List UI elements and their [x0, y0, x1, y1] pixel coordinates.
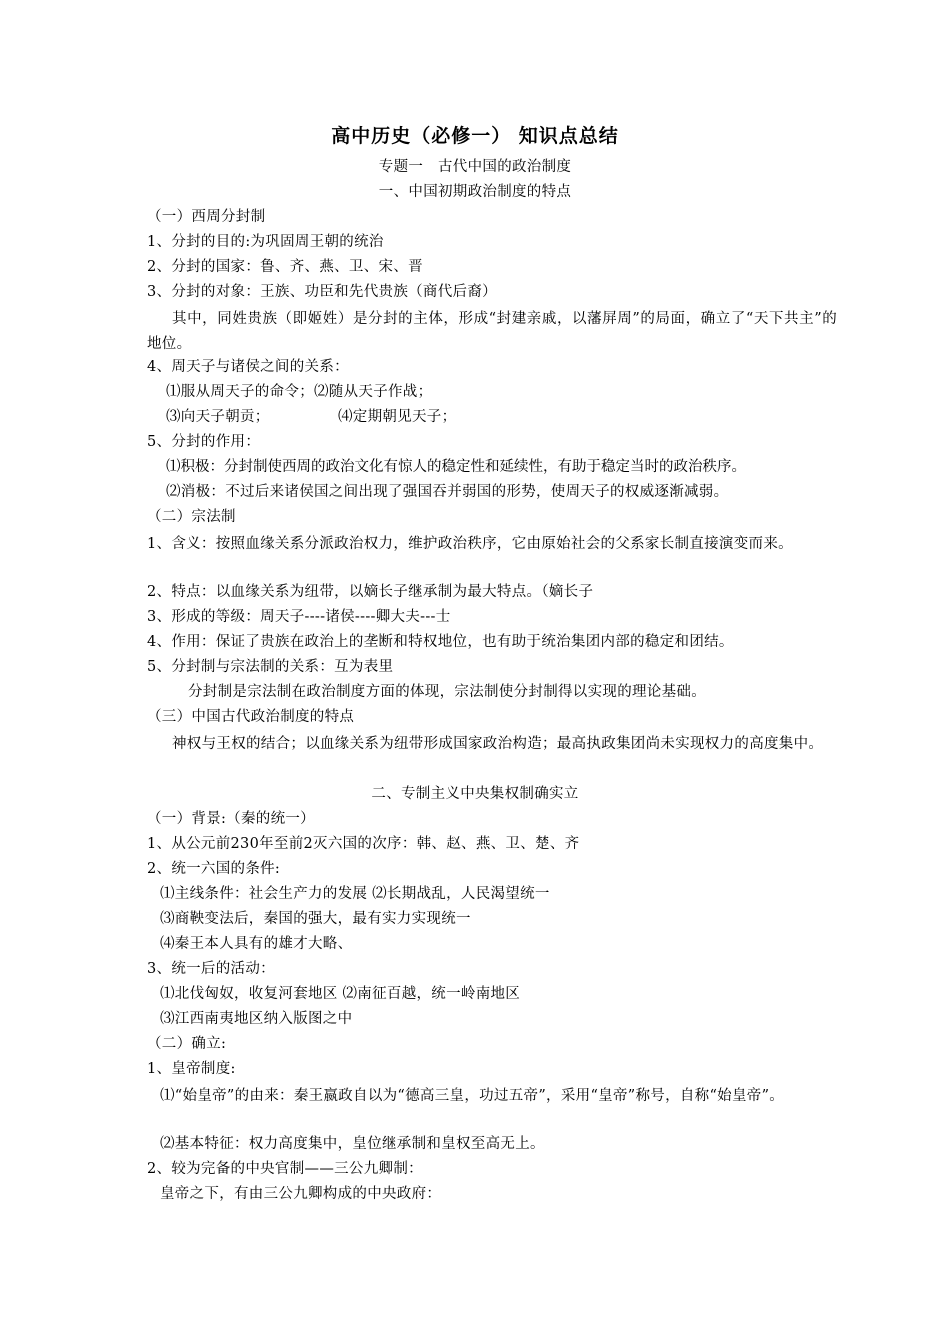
- paragraph: 其中，同姓贵族（即姬姓）是分封的主体，形成“封建亲戚，以藩屏周”的局面，确立了“天下共主”的地位。: [147, 311, 837, 352]
- subsection-heading: （二）确立:: [147, 1036, 227, 1052]
- list-item: 5、分封的作用：: [147, 434, 261, 450]
- paragraph: 分封制是宗法制在政治制度方面的体现，宗法制使分封制得以实现的理论基础。: [188, 684, 706, 700]
- section-heading-1: 一、中国初期政治制度的特点: [378, 184, 572, 200]
- subsection-heading: （一）西周分封制: [147, 209, 266, 225]
- list-item: 5、分封制与宗法制的关系：互为表里: [147, 659, 394, 675]
- chapter-subtitle: 专题一 古代中国的政治制度: [378, 159, 572, 175]
- list-subitem: ⑶江西南夷地区纳入版图之中: [160, 1011, 353, 1027]
- list-subitem: ⑴主线条件：社会生产力的发展 ⑵长期战乱，人民渴望统一: [160, 886, 550, 902]
- list-item: 2、分封的国家：鲁、齐、燕、卫、宋、晋: [147, 259, 423, 275]
- subsection-heading: （二）宗法制: [147, 509, 236, 525]
- list-item: 4、作用：保证了贵族在政治上的垄断和特权地位，也有助于统治集团内部的稳定和团结。: [147, 634, 734, 650]
- list-item: 1、从公元前230年至前2灭六国的次序：韩、赵、燕、卫、楚、齐: [147, 836, 580, 852]
- paragraph: 皇帝之下，有由三公九卿构成的中央政府：: [160, 1186, 442, 1202]
- list-subitem: ⑴北伐匈奴，收复河套地区 ⑵南征百越，统一岭南地区: [160, 986, 521, 1002]
- list-item: 3、分封的对象：王族、功臣和先代贵族（商代后裔）: [147, 284, 497, 300]
- list-item: 2、较为完备的中央官制——三公九卿制：: [147, 1161, 423, 1177]
- list-subitem: ⑷定期朝见天子；: [338, 409, 457, 425]
- list-subitem: ⑶商鞅变法后，秦国的强大，最有实力实现统一: [160, 911, 471, 927]
- list-item: 3、形成的等级：周天子----诸侯----卿大夫---士: [147, 609, 451, 625]
- document-title: 高中历史（必修一） 知识点总结: [331, 125, 619, 147]
- list-subitem: ⑷秦王本人具有的雄才大略、: [160, 936, 353, 952]
- paragraph: ⑴“始皇帝”的由来：秦王嬴政自以为“德高三皇，功过五帝”，采用“皇帝”称号，自称“始皇帝”。: [160, 1088, 785, 1104]
- list-item: 1、皇帝制度:: [147, 1061, 236, 1077]
- list-subitem: ⑴积极：分封制使西周的政治文化有惊人的稳定性和延续性，有助于稳定当时的政治秩序。: [166, 459, 746, 475]
- list-item: 1、分封的目的:为巩固周王朝的统治: [147, 234, 384, 250]
- list-item: 2、特点：以血缘关系为纽带，以嫡长子继承制为最大特点。（嫡长子: [147, 584, 594, 600]
- list-item: 4、周天子与诸侯之间的关系：: [147, 359, 349, 375]
- list-item: 2、统一六国的条件:: [147, 861, 281, 877]
- list-item: 3、统一后的活动：: [147, 961, 275, 977]
- list-subitem: ⑴服从周天子的命令；⑵随从天子作战；: [166, 384, 433, 400]
- paragraph: 神权与王权的结合；以血缘关系为纽带形成国家政治构造；最高执政集团尚未实现权力的高度集中。: [172, 736, 824, 752]
- subsection-heading: （一）背景:（秦的统一）: [147, 811, 315, 827]
- list-subitem: ⑵消极：不过后来诸侯国之间出现了强国吞并弱国的形势，使周天子的权威逐渐减弱。: [166, 484, 729, 500]
- subsection-heading: （三）中国古代政治制度的特点: [147, 709, 355, 725]
- section-heading-2: 二、专制主义中央集权制确实立: [371, 786, 579, 802]
- list-subitem: ⑶向天子朝贡；: [166, 409, 270, 425]
- paragraph: 1、含义：按照血缘关系分派政治权力，维护政治秩序，它由原始社会的父系家长制直接演变而来。: [147, 536, 793, 552]
- list-subitem: ⑵基本特征：权力高度集中，皇位继承制和皇权至高无上。: [160, 1136, 545, 1152]
